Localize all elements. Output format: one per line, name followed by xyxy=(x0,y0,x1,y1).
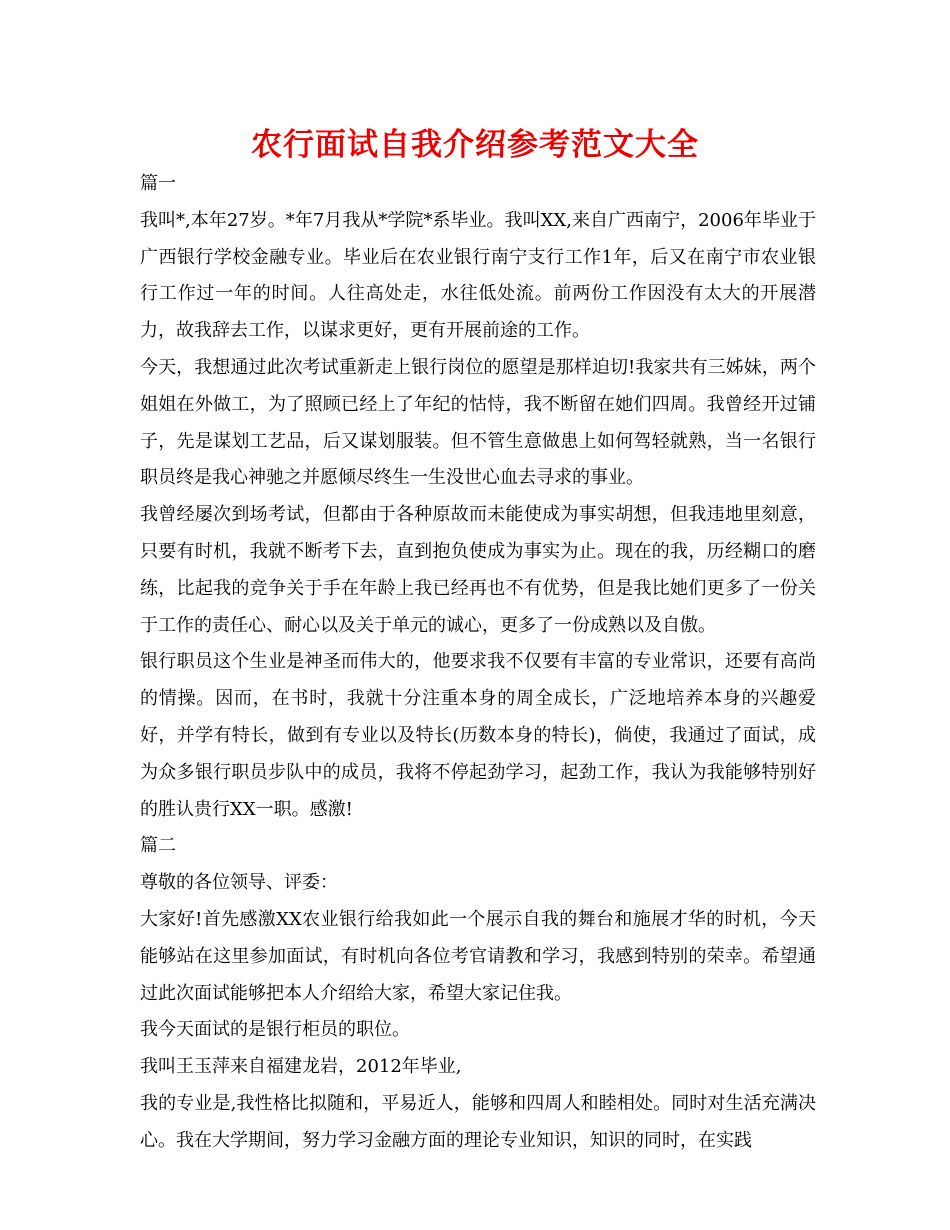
section-heading: 篇二 xyxy=(140,835,176,857)
paragraph: 我叫*,本年27岁。*年7月我从*学院*系毕业。我叫XX,来自广西南宁，2006年毕业于广西银行学校金融专业。毕业后在农业银行南宁支行工作1年，后又在南宁市农业银行工作过一年的时间。人往高处走，水往低处流。前两份工作因没有太大的开展潜力，故我辞去工作，以谋求更好，更有开展前途的工作。 xyxy=(140,209,816,342)
document-body xyxy=(140,166,816,1160)
document-title: 农行面试自我介绍参考范文大全 xyxy=(251,127,699,163)
paragraph: 尊敬的各位领导、评委： xyxy=(140,872,338,894)
paragraph: 我的专业是,我性格比拟随和，平易近人，能够和四周人和睦相处。同时对生活充满决心。我在大学期间，努力学习金融方面的理论专业知识，知识的同时，在实践 xyxy=(140,1092,816,1151)
paragraph: 我曾经屡次到场考试，但都由于各种原故而未能使成为事实胡想，但我违地里刻意，只要有时机，我就不断考下去，直到抱负使成为事实为止。现在的我，历经糊口的磨练，比起我的竞争关于手在年龄上我已经再也不有优势，但是我比她们更多了一份关于工作的责任心、耐心以及关于单元的诚心，更多了一份成熟以及自傲。 xyxy=(140,504,816,636)
paragraph: 大家好!首先感激XX农业银行给我如此一个展示自我的舞台和施展才华的时机，今天能够站在这里参加面试，有时机向各位考官请教和学习，我感到特别的荣幸。希望通过此次面试能够把本人介绍给大家，希望大家记住我。 xyxy=(140,908,816,1004)
paragraph: 我今天面试的是银行柜员的职位。 xyxy=(140,1019,410,1041)
paragraph: 我叫王玉萍来自福建龙岩，2012年毕业, xyxy=(140,1056,462,1078)
paragraph: 银行职员这个生业是神圣而伟大的，他要求我不仅要有丰富的专业常识，还要有高尚的情操。因而，在书时，我就十分注重本身的周全成长，广泛地培养本身的兴趣爱好，并学有特长，做到有专业以及特长(历数本身的特长)，倘使，我通过了面试，成为众多银行职员步队中的成员，我将不停起劲学习，起劲工作，我认为我能够特别好的胜认贵行XX一职。感激! xyxy=(140,651,816,820)
section-heading: 篇一 xyxy=(140,173,176,194)
paragraph: 今天，我想通过此次考试重新走上银行岗位的愿望是那样迫切!我家共有三姊妹，两个姐姐在外做工，为了照顾已经上了年纪的怙恃，我不断留在她们四周。我曾经开过铺子，先是谋划工艺品，后又谋划服装。但不管生意做患上如何驾轻就熟，当一名银行职员终是我心神驰之并愿倾尽终生一生没世心血去寻求的事业。 xyxy=(140,356,816,489)
